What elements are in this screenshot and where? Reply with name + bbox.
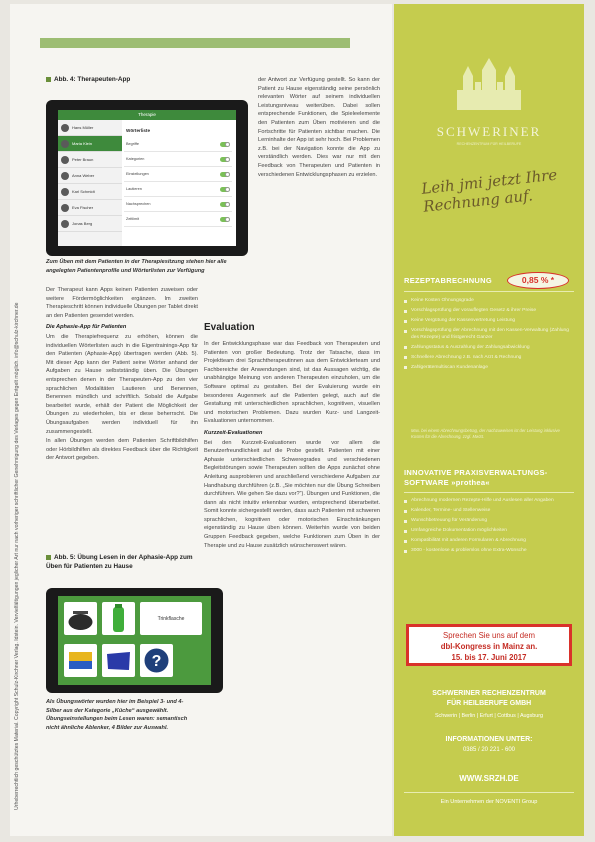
setting-row[interactable]: Einstellungen — [124, 167, 232, 182]
patient-row[interactable]: Maria Klein — [58, 136, 122, 152]
figure-4-title — [46, 76, 130, 83]
company-name-line2: FÜR HEILBERUFE GMBH — [446, 700, 532, 707]
tablet-screen — [58, 596, 211, 685]
figure-marker-icon — [46, 555, 51, 560]
percent-badge: 0,85 % * — [507, 272, 569, 289]
group-footer: Ein Unternehmen der NOVENTI Group — [440, 799, 538, 805]
column-right-top: der Antwort zur Verfügung gestellt. So kann der Patient zu Hause eigenständig seine persönlich relevanten Wörter auf seinem individuellen Leistungsniveau weiterüben. Dabei sollen entsprechende Funktionen, die Spieleelemente den Patienten zum Üben motivieren und die Fortschritte für Patienten sichtbar machen. Die Lerninhalte der App ist sehr hoch. Bei Problemen z.B. bei der Navigation konnte die App zu verständlich werden. Dies war nur mit den Feedback von Therapeuten und Patienten in verschiedenen Entwicklungsphasen zu erzielen. — [258, 77, 380, 178]
list-item: Schnellere Abrechnung z.B. nach Arzt & Rechnung — [404, 355, 576, 362]
figure-4-caption: Zum Üben mit dem Patienten in der Therapiesitzung stehen hier alle angelegten Patientenprofile und Wörterlisten zur Verfügung — [46, 259, 227, 274]
therapist-app-tablet — [46, 100, 248, 256]
paragraph: Bei den Kurzzeit-Evaluationen wurde vor allem die Benutzerfreundlichkeit auf die Probe gestellt. Patienten mit einer Aphasie unterschiedlichen Schweregrades und verschiedenen Begleitstörungen sowie Therapeuten sollten die Apps zunächst ohne Anleitung ausprobieren und anschließend verschiedene Aufgaben zur Handhabung durchführen (z.B. „Sie möchten nur die Übung Schreiben durchführen. Wie gehen Sie dazu vor?“). Übungen und Funktionen, die dann als nicht intuitiv erkennbar wurden, entsprechend überarbeitet. Somit konnte sichergestellt werden, dass auch Patienten mit schweren sprachlichen, kognitiven oder motorischen Einschränkungen eigenständig zu Hause üben können. Weiterhin wurde von beiden Gruppen Feedback gegeben, welche Funktionen zum Üben in der Therapie und zu Hause zusätzlich wünschenswert wären. — [204, 439, 380, 549]
setting-row[interactable]: Zeitlimit — [124, 212, 232, 227]
paragraph: Der Therapeut kann Apps keinen Patienten zuweisen oder weitere Fördermöglichkeiten ergänzen. Im zweiten Therapieschritt können individuelle Übungen per Tablet direkt an den Patienten gesendet werden. — [46, 287, 198, 319]
image-tile-bottle[interactable] — [102, 602, 135, 635]
avatar — [61, 220, 69, 228]
patient-row[interactable]: Anna Weber — [58, 168, 122, 184]
figure-5-title-text: Abb. 5: Übung Lesen in der Aphasie-App zum Üben für Patienten zu Hause — [46, 554, 193, 570]
list-item: Kompatibilität mit anderen Formularen & Abrechnung — [404, 538, 576, 545]
footnote: Max. bei einem Abrechnungsbetrag, der nachzuweisen ist der Leistung inklusive Kosten für die Abrechnung, zzgl. MwSt. — [411, 428, 560, 439]
list-item: Keine Kosten Ohnungsgrade — [404, 298, 576, 305]
patient-list — [58, 120, 122, 246]
list-item: Vorschlagsprüfung der Abrechnung mit den Kassen-Verwaltung (Zahlung des Rezepte) und fristgerecht Ganzer — [404, 328, 576, 341]
image-tile-cloth[interactable] — [102, 644, 135, 677]
phone-number: 0385 / 20 221 - 600 — [462, 747, 516, 753]
setting-row[interactable]: Lautieren — [124, 182, 232, 197]
list-item: Abrechnung modernen Rezepte-Hilfe und Auslesen aller Angaben — [404, 498, 576, 505]
handwritten-slogan: Leih jmi jetzt Ihre Rechnung auf. — [420, 165, 559, 216]
copyright-rail — [14, 30, 30, 810]
billing-benefits-list — [404, 298, 576, 374]
tablet-screen — [58, 110, 236, 246]
list-item: Keine Vergütung der Kassenvertretung Leistung — [404, 318, 576, 325]
image-tile-pot[interactable] — [64, 602, 97, 635]
company-cities: Schwerin | Berlin | Erfurt | Cottbus | Augsburg — [434, 713, 544, 719]
figure-5-caption: Als Übungswörter wurden hier im Beispiel 3- und 4-Silber aus der Kategorie „Küche“ ausgewählt. Übungseinstellungen beim Lesen waren: semantisch nicht ähnliche Ablenker, 4 Bilder zur Auswahl. — [46, 699, 188, 731]
website-link[interactable]: WWW.SRZH.DE — [459, 774, 519, 783]
avatar — [61, 172, 69, 180]
info-label: INFORMATIONEN UNTER: — [445, 736, 533, 743]
toggle-switch[interactable] — [220, 142, 230, 147]
subheading: Kurzzeit-Evaluationen — [204, 429, 263, 436]
paragraph: In der Entwicklungsphase war das Feedback von Therapeuten und Patienten von großer Bedeutung. Trotz der Tatsache, dass im Projektteam drei Sprachtherapeutinnen aus dem Entwicklerteam und Fachbereiche der Anwendungen sind, ist das Aussagen wichtig, die unabhängige Meinung von anderen Therapeuten einzuholen, um die Software optimal zu gestalten. Bei der Evaluierung wurde ein besonderes Augenmerk auf die Patienten gelegt, auch auf die Gestaltung mit unterschiedlichen sprachlichen, kognitiven, visuellen und motorischen Problemen. Dazu wurden Kurz- und Langzeit-Evaluationen unternommen. — [204, 341, 380, 425]
patient-row[interactable]: Karl Schmidt — [58, 184, 122, 200]
paragraph: In allen Übungen werden dem Patienten Schriftbildhilfen oder Hörbildhilfen als direktes Feedback über die Richtigkeit der Antwort gegeben. — [46, 438, 198, 462]
list-item: Kalender, Termine- und Stellenweise — [404, 508, 576, 515]
advertisement — [394, 4, 584, 836]
section-heading-software: INNOVATIVE PRAXISVERWALTUNGS-SOFTWARE »prothea« — [404, 468, 548, 487]
header-band — [40, 38, 350, 48]
figure-marker-icon — [46, 77, 51, 82]
help-icon: ? — [151, 653, 162, 670]
toggle-switch[interactable] — [220, 202, 230, 207]
list-item: Zahlgerätemultiscan Kundenanlage — [404, 365, 576, 372]
help-button[interactable] — [140, 644, 173, 677]
figure-4-title-text: Abb. 4: Therapeuten-App — [54, 76, 131, 83]
paragraph: Um die Therapiefrequenz zu erhöhen, können die individuellen Wörterlisten auch in die Eigentrainings-App für den Patienten (Aphasie-App) übertragen werden (Abb. 5). Mit dieser App kann der Patient seine Wörter anhand der Aufgaben zu Hause selbstständig üben. Die Übungen entsprechen denen in der Therapeuten-App zu den vier sprachlichen Modalitäten Lautieren und Benennen, Benennen mündlich und schriftlich. Sobald die Aufgabe bearbeitet wurde, erhält der Patient die Möglichkeit der Übungen zu wiederholen, bis er diese beherrscht. Die Übungsaufgaben werden individuell für ihn zusammengestellt. — [46, 333, 198, 435]
toggle-switch[interactable] — [220, 187, 230, 192]
patient-row[interactable]: Eva Fischer — [58, 200, 122, 216]
list-item: Zahlungsstatus & Auszahlung der Zahlungsabwicklung — [404, 345, 576, 352]
setting-row[interactable]: Nachsprechen — [124, 197, 232, 212]
settings-panel — [124, 124, 232, 227]
section-heading-evaluation: Evaluation — [204, 322, 255, 333]
avatar — [61, 188, 69, 196]
toggle-switch[interactable] — [220, 172, 230, 177]
divider — [404, 492, 574, 493]
app-bar: Therapie — [58, 110, 236, 120]
figure-5-title — [46, 553, 206, 571]
company-name: SCHWERINER RECHENZENTRUM — [432, 690, 546, 697]
word-label-tile: Trinkflasche — [140, 602, 202, 635]
patient-row[interactable]: Peter Braun — [58, 152, 122, 168]
software-features-list — [404, 498, 576, 558]
avatar — [61, 156, 69, 164]
toggle-switch[interactable] — [220, 217, 230, 222]
panel-title: Wörterliste — [126, 128, 150, 133]
setting-row[interactable]: Begriffe — [124, 137, 232, 152]
list-item: 3000 - kostenlose & problemlos ohne Extra-Wünsche — [404, 548, 576, 555]
divider — [404, 291, 574, 292]
avatar — [61, 204, 69, 212]
avatar — [61, 140, 69, 148]
list-item: Vorschlagsprüfung der vorauflegten Gesetz & ihrer Preise — [404, 308, 576, 315]
patient-app-tablet — [46, 588, 223, 693]
image-tile-sponge[interactable] — [64, 644, 97, 677]
congress-banner: Sprechen Sie uns auf dem dbl-Kongress in Mainz an. 15. bis 17. Juni 2017 — [406, 624, 572, 666]
patient-row[interactable]: Hans Müller — [58, 120, 122, 136]
divider — [404, 792, 574, 793]
subheading: Die Aphasie-App für Patienten — [46, 324, 127, 331]
brand-name: SCHWERINER — [436, 124, 542, 139]
patient-row[interactable]: Jonas Berg — [58, 216, 122, 232]
castle-logo-icon — [449, 56, 529, 116]
column-left — [46, 286, 198, 464]
brand-subtitle: RECHENZENTRUM FÜR HEILBERUFE — [456, 142, 522, 146]
setting-row[interactable]: Kategorien — [124, 152, 232, 167]
avatar — [61, 124, 69, 132]
list-item: Umfangreiche Dokumentation möglichkeiten — [404, 528, 576, 535]
column-right — [204, 340, 380, 551]
list-item: Wunschbetreuung für Veränderung — [404, 518, 576, 525]
toggle-switch[interactable] — [220, 157, 230, 162]
copyright-text: Urheberrechtlich geschütztes Material. Copyright Schulz-Kirchner Verlag. Idstein. Vervielfältigungen jeglicher Art nur nach vorheriger schriftlicher Genehmigung des Verlages gegen Entgelt möglich. info@schulz-kirchner.de — [14, 302, 20, 810]
section-heading-billing: REZEPTABRECHNUNG — [404, 276, 492, 285]
